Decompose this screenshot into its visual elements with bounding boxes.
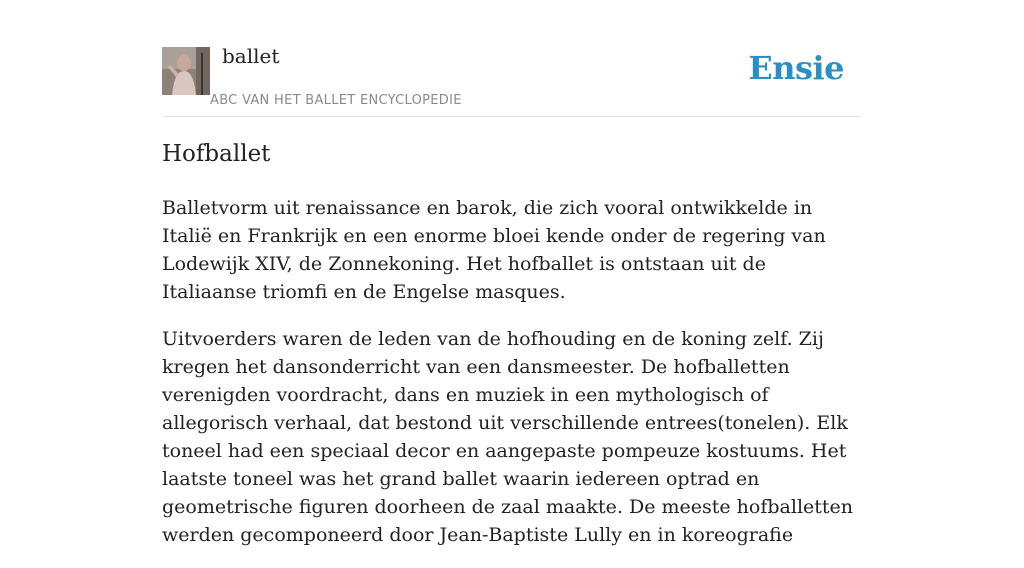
article-title: Hofballet bbox=[162, 141, 271, 167]
source-subtitle: ABC VAN HET BALLET ENCYCLOPEDIE bbox=[210, 93, 462, 108]
ballet-dancer-photo-icon bbox=[162, 47, 210, 95]
ensie-logo[interactable]: Ensie bbox=[748, 49, 844, 87]
source-name-link[interactable]: ballet bbox=[222, 44, 280, 68]
article bbox=[162, 136, 862, 568]
source-avatar[interactable] bbox=[162, 47, 210, 95]
article-paragraph-2: Uitvoerders waren de leden van de hofhouding en de koning zelf. Zij kregen het dansonderricht van een dansmeester. De hofballetten verenigden voordracht, dans en muziek in een mythologisch of allegorisch verhaal, dat bestond uit verschillende entrees(tonelen). Elk toneel had een speciaal decor en aangepaste pompeuze kostuums. Het laatste toneel was het grand ballet waarin iedereen optrad en geometrische figuren doorheen de zaal maakte. De meeste hofballetten werden gecomponeerd door Jean-Baptiste Lully en in koreografie bbox=[162, 328, 854, 546]
source-header bbox=[162, 0, 862, 117]
article-paragraph-1: Balletvorm uit renaissance en barok, die zich vooral ontwikkelde in Italië en Frankrijk en een enorme bloei kende onder de regering van Lodewijk XIV, de Zonnekoning. Het hofballet is ontstaan uit de Italiaanse triomfi en de Engelse masques. bbox=[162, 197, 826, 303]
